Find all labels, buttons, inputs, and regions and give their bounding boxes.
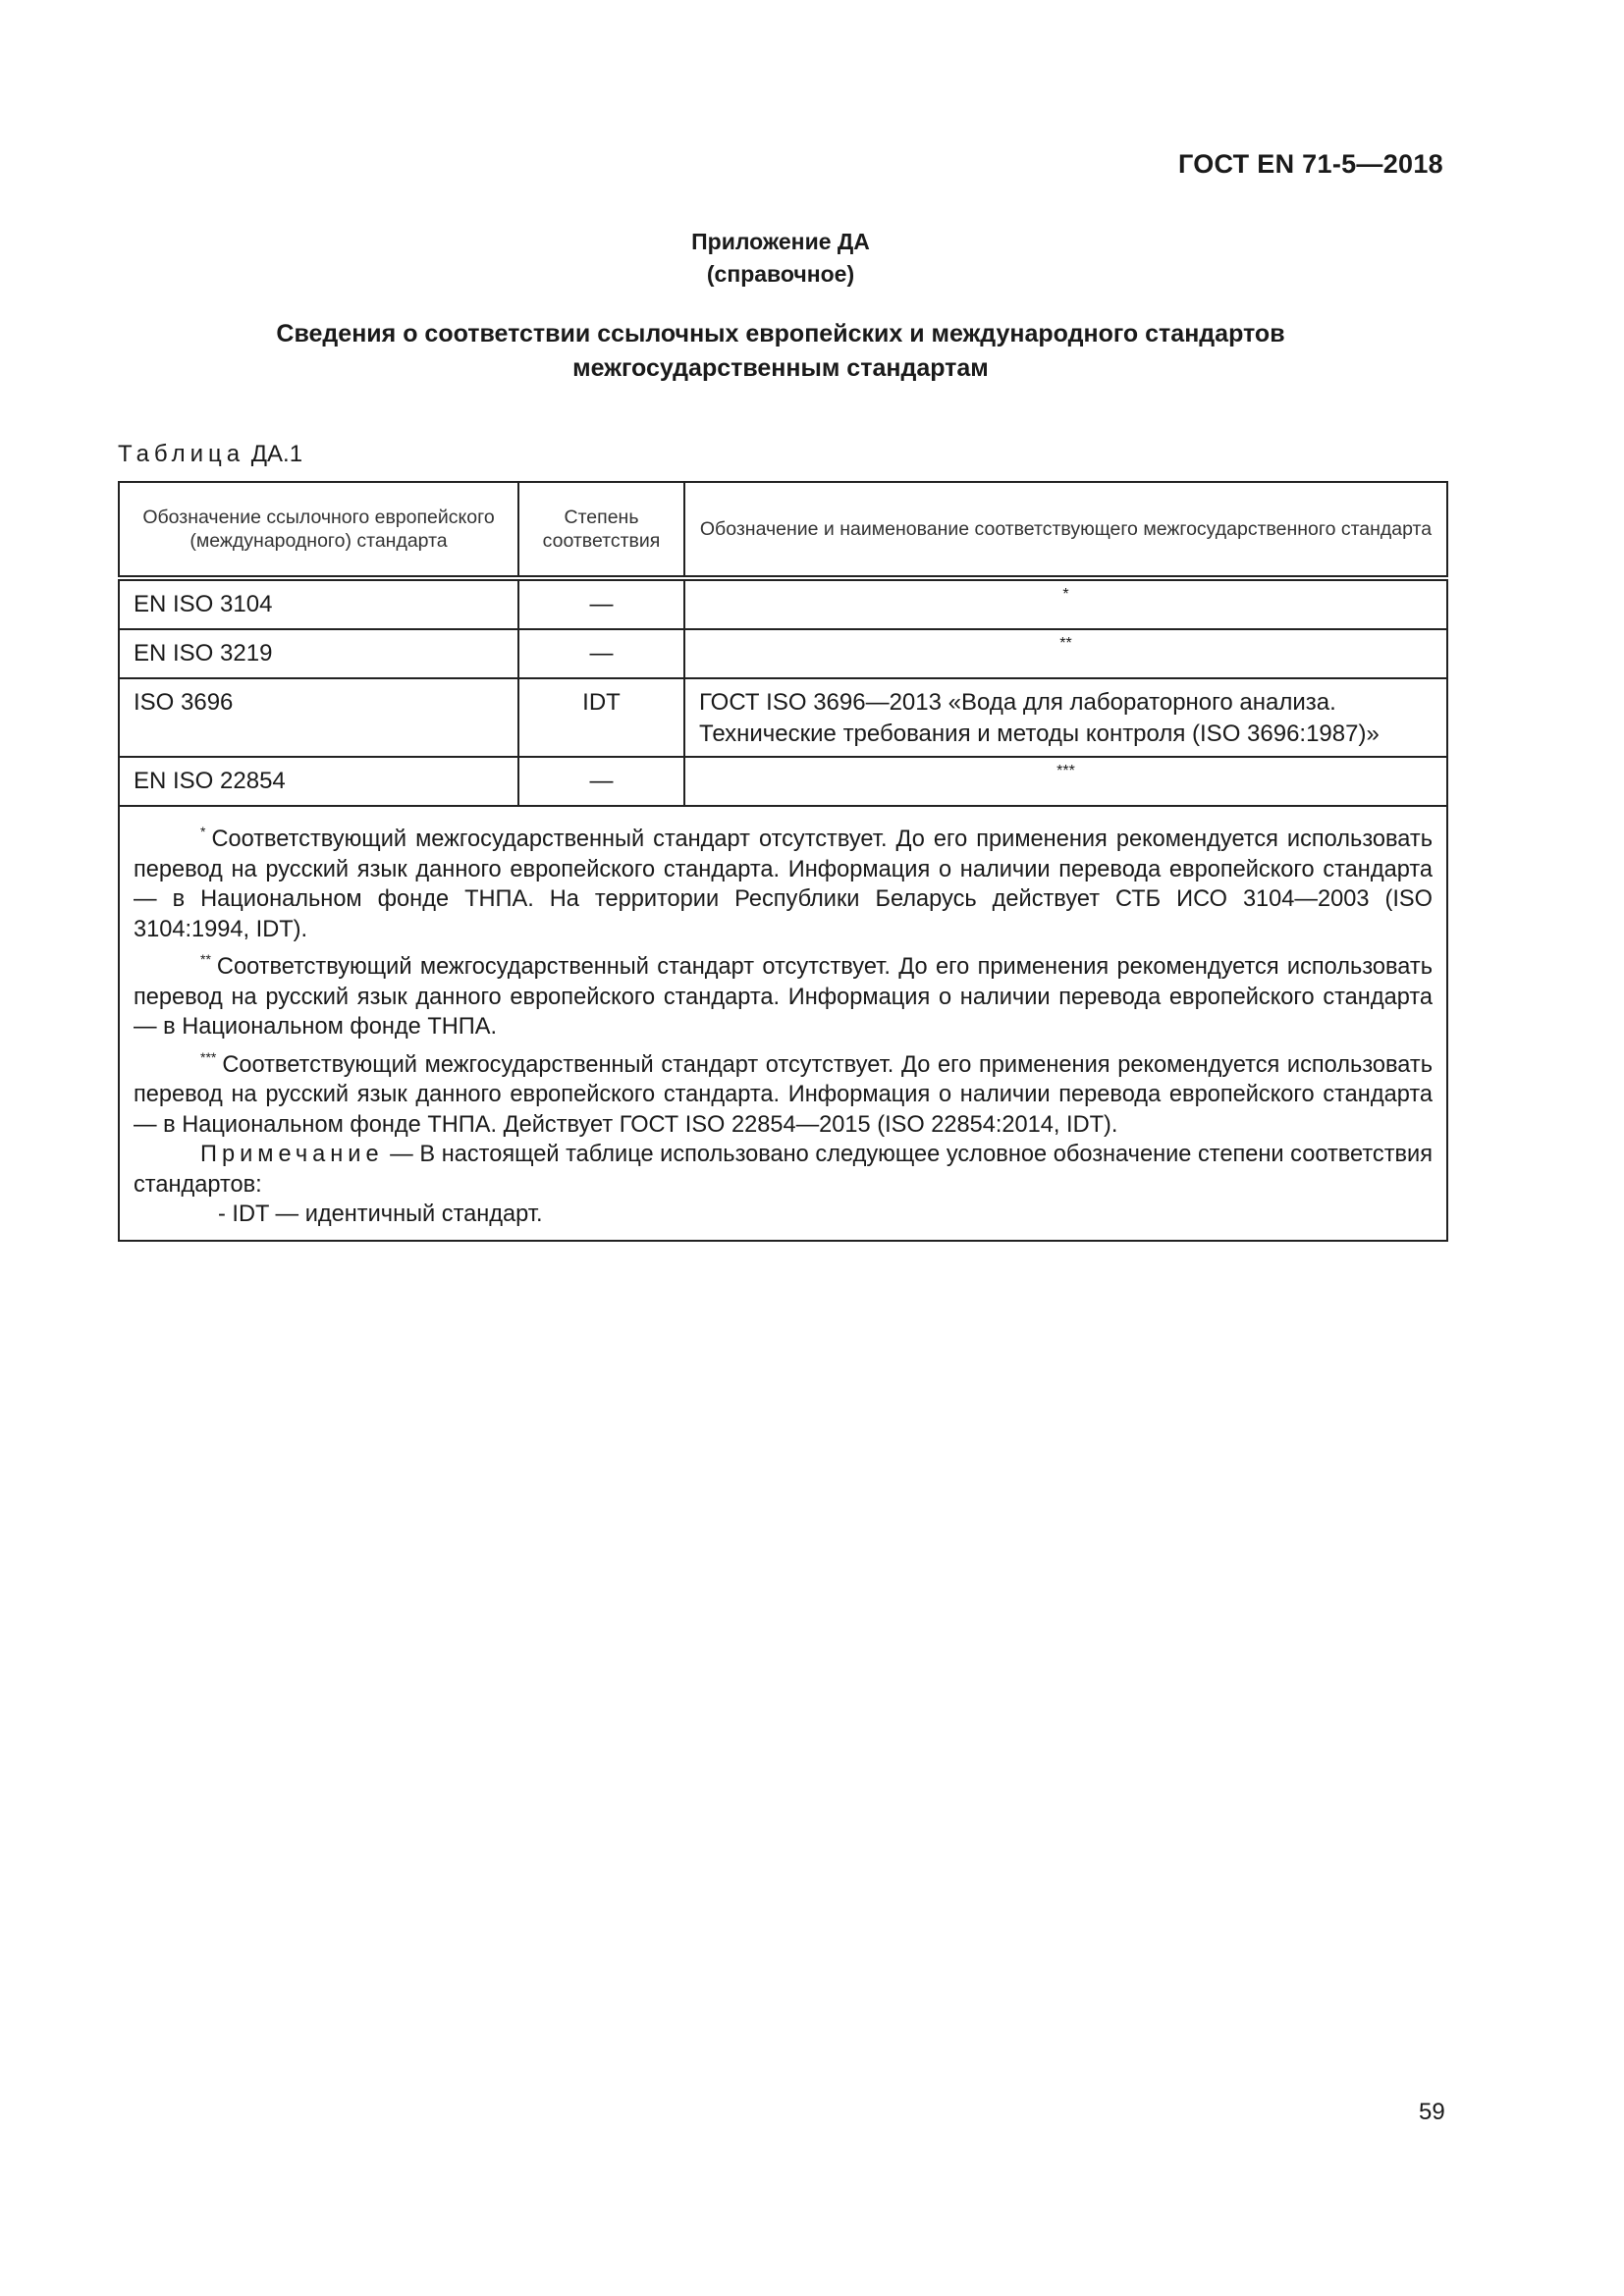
reference-code-cell: ISO 3696 [119,678,518,757]
table-caption-label: Таблица [118,441,245,467]
footnote [134,1042,1433,1141]
section-title-line-2: межгосударственным стандартам [572,354,989,382]
interstate-standard-cell: ГОСТ ISO 3696—2013 «Вода для лабораторного анализа. Технические требования и методы контроля (ISO 3696:1987)» [684,678,1447,757]
footnote-text: Соответствующий межгосударственный стандарт отсутствует. До его применения рекомендуется использовать перевод на русский язык данного европейского стандарта. Информация о наличии перевода европейского стандарта — в Национальном фонде ТНПА. [134,954,1433,1040]
degree-cell: — [518,757,684,806]
document-code: ГОСТ EN 71-5—2018 [1178,149,1443,179]
table-caption [118,441,302,468]
table-notes-row [119,806,1447,1241]
note-item: - IDT — идентичный стандарт. [218,1201,543,1227]
degree-cell: — [518,578,684,629]
footnote-mark-cell: *** [684,757,1447,806]
footnote-mark-cell: * [684,578,1447,629]
standards-table [118,481,1448,1242]
table-caption-number: ДА.1 [250,441,303,467]
table-row [119,629,1447,678]
section-title [0,317,1561,386]
table-note [134,1140,1433,1200]
table-notes [119,806,1447,1241]
footnote-text: Соответствующий межгосударственный стандарт отсутствует. До его применения рекомендуется использовать перевод на русский язык данного европейского стандарта. Информация о наличии перевода европейского стандарта — в Национальном фонде ТНПА. Действует ГОСТ ISO 22854—2015 (ISO 22854:2014, IDT). [134,1051,1433,1138]
note-text: — В настоящей таблице использовано следующее условное обозначение степени соответствия стандартов: [134,1142,1433,1198]
footnote-mark-cell: ** [684,629,1447,678]
column-header-reference: Обозначение ссылочного европейского (международного) стандарта [119,482,518,578]
reference-code-cell: EN ISO 22854 [119,757,518,806]
annex-title: Приложение ДА [691,229,870,254]
reference-code-cell: EN ISO 3219 [119,629,518,678]
column-header-interstate: Обозначение и наименование соответствующего межгосударственного стандарта [684,482,1447,578]
footnote-mark: *** [200,1048,217,1065]
reference-code-cell: EN ISO 3104 [119,578,518,629]
footnote [134,944,1433,1042]
footnote [134,817,1433,944]
annex-heading [0,226,1561,291]
annex-status: (справочное) [706,261,855,287]
column-header-degree: Степень соответствия [518,482,684,578]
table-row [119,578,1447,629]
footnote-text: Соответствующий межгосударственный стандарт отсутствует. До его применения рекомендуется использовать перевод на русский язык данного европейского стандарта. Информация о наличии перевода европейского стандарта — в Национальном фонде ТНПА. На территории Республики Беларусь действует СТБ ИСО 3104—2003 (ISO 3104:1994, IDT). [134,827,1433,942]
degree-cell: IDT [518,678,684,757]
footnote-mark: * [200,824,206,839]
note-label: Примечание [200,1142,384,1167]
table-row [119,678,1447,757]
table-row [119,757,1447,806]
degree-cell: — [518,629,684,678]
table-header-row [119,482,1447,578]
footnote-mark: ** [200,951,211,967]
section-title-line-1: Сведения о соответствии ссылочных европейских и международного стандартов [276,320,1285,347]
page-number: 59 [1419,2099,1445,2125]
